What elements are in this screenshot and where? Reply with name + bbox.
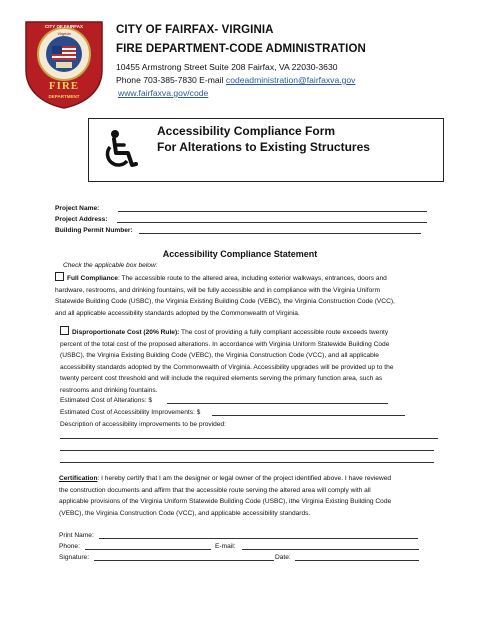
print-name-label: Print Name: [59, 532, 94, 539]
full-compliance-text: and all applicable accessibility standards adopted by the Commonwealth of Virginia. [55, 309, 300, 317]
form-title-line1: Accessibility Compliance Form [157, 124, 336, 138]
est-accessibility-field[interactable] [212, 408, 405, 416]
certification-text: the construction documents and affirm that the accessible route serving the altered area will comply with all [59, 486, 371, 494]
disproportionate-text: accessibility standards adopted by the Commonwealth of Virginia. Accessibility upgrades will be provided up to the [60, 363, 394, 371]
date-field[interactable] [295, 553, 419, 561]
disproportionate-text: The cost of providing a fully compliant accessible route exceeds twenty [179, 329, 389, 336]
full-compliance-checkbox[interactable] [55, 272, 64, 281]
form-title-line2: For Alterations to Existing Structures [157, 140, 370, 154]
certification-text: (VEBC), the Virginia Construction Code (VCC), and applicable accessibility standards. [59, 509, 311, 517]
address-line: 10455 Armstrong Street Suite 208 Fairfax, VA 22030-3630 [116, 62, 338, 72]
description-line-2[interactable] [60, 450, 434, 451]
description-line-1[interactable] [60, 438, 438, 439]
statement-instruction: Check the applicable box below: [63, 262, 158, 269]
certification-text: : I hereby certify that I am the designer or legal owner of the project identified above. I have reviewed [97, 475, 392, 482]
full-compliance-text: : The accessible route to the altered area, including exterior walkways, entrances, doors and [117, 275, 387, 282]
disproportionate-text: restrooms and drinking fountains. [60, 386, 158, 394]
full-compliance-block [55, 272, 430, 319]
seal-fire-text: FIRE [48, 80, 80, 92]
phone-field[interactable] [85, 542, 211, 550]
website-link[interactable]: www.fairfaxva.gov/code [118, 88, 209, 98]
date-label: Date: [275, 554, 291, 561]
certification-text: applicable provisions of the Virginia Uniform Statewide Building Code (USBC), ithe Virginia Existing Building Code [59, 498, 392, 506]
email-label: E-mail: [215, 543, 236, 550]
wheelchair-accessibility-icon [101, 129, 139, 173]
email-link[interactable]: codeadministration@fairfaxva.gov [225, 75, 356, 85]
project-name-row [55, 204, 427, 215]
full-compliance-label: Full Compliance [67, 275, 118, 282]
print-name-row [59, 531, 418, 542]
full-compliance-text: hardware, restrooms, and drinking fountains, will be fully accessible and in compliance with the Virginia Uniform [55, 286, 380, 294]
email-field[interactable] [242, 542, 419, 550]
project-address-field[interactable] [117, 215, 427, 223]
phone-text: Phone 703-385-7830 E-mail [116, 75, 224, 85]
project-address-row [55, 215, 427, 226]
permit-number-label: Building Permit Number: [55, 227, 133, 234]
fire-department-seal [22, 18, 106, 110]
est-alterations-label: Estimated Cost of Alterations: $ [60, 397, 152, 404]
disproportionate-text: (USBC), the Virginia Existing Building Code (VEBC), the Virginia Construction Code (VCC), and all applicable [60, 352, 379, 360]
seal-department-text: DEPARTMENT [48, 94, 80, 99]
permit-number-row [55, 226, 421, 237]
est-accessibility-label: Estimated Cost of Accessibility Improvements: $ [60, 409, 201, 416]
seal-state-text: Virginia [57, 31, 71, 36]
city-title: CITY OF FAIRFAX- VIRGINIA [116, 24, 274, 36]
permit-number-field[interactable] [139, 226, 421, 234]
form-title-box [88, 118, 444, 182]
project-address-label: Project Address: [55, 216, 108, 223]
project-name-label: Project Name: [55, 205, 100, 212]
signature-field[interactable] [94, 553, 274, 561]
disproportionate-cost-block [55, 326, 430, 397]
print-name-field[interactable] [99, 531, 418, 539]
disproportionate-cost-checkbox[interactable] [60, 326, 69, 335]
certification-block [59, 474, 437, 519]
statement-title: Accessibility Compliance Statement [162, 249, 318, 259]
disproportionate-line1 [55, 326, 430, 339]
description-label: Description of accessibility improvements to be provided: [60, 421, 227, 428]
phone-email-row [59, 542, 419, 553]
certification-label: Certification [59, 475, 98, 482]
disproportionate-text: twenty percent cost threshold and will include the required elements serving the primary function area, such as [60, 375, 383, 383]
est-accessibility-row [60, 408, 405, 419]
description-line-3[interactable] [60, 462, 434, 463]
disproportionate-cost-label: Disproportionate Cost (20% Rule): [72, 329, 180, 336]
department-title: FIRE DEPARTMENT-CODE ADMINISTRATION [116, 43, 366, 55]
disproportionate-text: percent of the total cost of the proposed alterations. In accordance with Virginia Uniform Statewide Building Code [60, 340, 390, 348]
est-alterations-row [60, 396, 388, 407]
certification-line1 [59, 474, 437, 485]
project-name-field[interactable] [118, 204, 427, 212]
signature-label: Signature: [59, 554, 90, 561]
est-alterations-field[interactable] [167, 396, 388, 404]
seal-top-text: CITY OF FAIRFAX [45, 24, 83, 29]
full-compliance-line1 [55, 272, 430, 285]
full-compliance-text: Statewide Building Code (USBC), the Virginia Existing Building Code (VEBC), the Virginia Construction Code (VCC), [55, 298, 395, 306]
signature-date-row [59, 553, 419, 564]
phone-label: Phone: [59, 543, 80, 550]
contact-line [116, 75, 355, 85]
